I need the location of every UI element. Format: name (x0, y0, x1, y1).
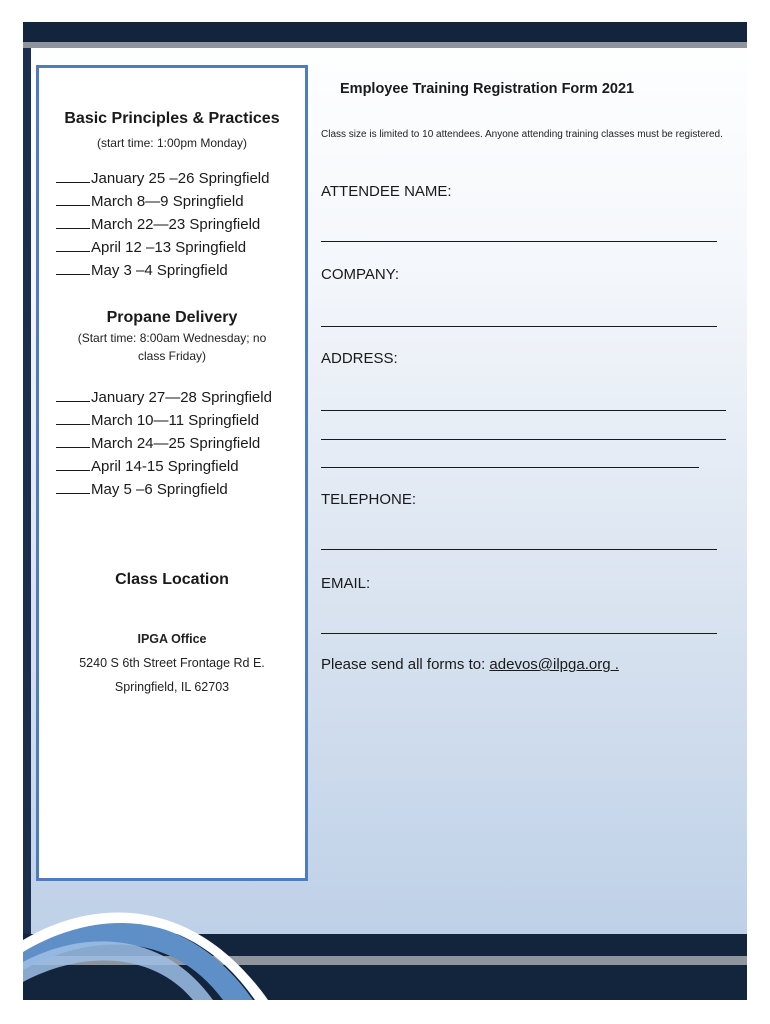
propane-start-time-line1: (Start time: 8:00am Wednesday; no (77, 331, 267, 345)
email-field[interactable] (321, 633, 717, 634)
date-option[interactable]: April 12 –13 Springfield (56, 236, 305, 259)
checkbox-blank[interactable] (56, 478, 90, 494)
attendee-name-field[interactable] (321, 241, 717, 242)
class-location-heading: Class Location (115, 571, 229, 588)
propane-delivery-heading: Propane Delivery (106, 309, 238, 326)
date-option[interactable]: March 8—9 Springfield (56, 190, 305, 213)
address-field-line3[interactable] (321, 467, 699, 468)
propane-delivery-dates (56, 386, 305, 501)
location-office-name: IPGA Office (137, 632, 207, 646)
date-option[interactable]: May 5 –6 Springfield (56, 478, 305, 501)
class-size-note: Class size is limited to 10 attendees. Anyone attending training classes must be registered. (321, 129, 723, 140)
decorative-swoosh-graphic (23, 892, 283, 1000)
class-schedule-sidebar (36, 65, 308, 881)
location-address-line2: Springfield, IL 62703 (114, 680, 230, 694)
date-option[interactable]: March 22—23 Springfield (56, 213, 305, 236)
class-location-details (39, 627, 305, 699)
location-address-line1: 5240 S 6th Street Frontage Rd E. (79, 656, 265, 670)
telephone-field[interactable] (321, 549, 717, 550)
date-option[interactable]: January 25 –26 Springfield (56, 167, 305, 190)
date-option[interactable]: April 14-15 Springfield (56, 455, 305, 478)
form-title: Employee Training Registration Form 2021 (340, 81, 635, 97)
address-label: ADDRESS: (321, 350, 398, 367)
date-option[interactable]: May 3 –4 Springfield (56, 259, 305, 282)
left-edge-bar (23, 48, 31, 948)
checkbox-blank[interactable] (56, 213, 90, 229)
checkbox-blank[interactable] (56, 455, 90, 471)
telephone-label: TELEPHONE: (321, 491, 417, 508)
checkbox-blank[interactable] (56, 259, 90, 275)
date-option[interactable]: March 24—25 Springfield (56, 432, 305, 455)
checkbox-blank[interactable] (56, 432, 90, 448)
date-option[interactable]: January 27—28 Springfield (56, 386, 305, 409)
send-forms-prefix: Please send all forms to: (321, 656, 490, 673)
company-field[interactable] (321, 326, 717, 327)
checkbox-blank[interactable] (56, 386, 90, 402)
email-label: EMAIL: (321, 575, 371, 592)
date-option[interactable]: March 10—11 Springfield (56, 409, 305, 432)
company-label: COMPANY: (321, 266, 400, 283)
checkbox-blank[interactable] (56, 167, 90, 183)
address-field-line2[interactable] (321, 439, 726, 440)
checkbox-blank[interactable] (56, 190, 90, 206)
send-forms-instruction (321, 656, 619, 673)
form-page (23, 22, 747, 1000)
basic-principles-start-time: (start time: 1:00pm Monday) (96, 136, 248, 150)
address-field-line1[interactable] (321, 410, 726, 411)
send-forms-email-link[interactable]: adevos@ilpga.org . (489, 656, 619, 673)
checkbox-blank[interactable] (56, 236, 90, 252)
checkbox-blank[interactable] (56, 409, 90, 425)
top-header-stripe (23, 42, 747, 48)
basic-principles-dates (56, 167, 305, 282)
top-header-bar (23, 22, 747, 42)
attendee-name-label: ATTENDEE NAME: (321, 183, 452, 200)
basic-principles-heading: Basic Principles & Practices (64, 110, 280, 127)
propane-start-time-line2: class Friday) (137, 349, 206, 363)
